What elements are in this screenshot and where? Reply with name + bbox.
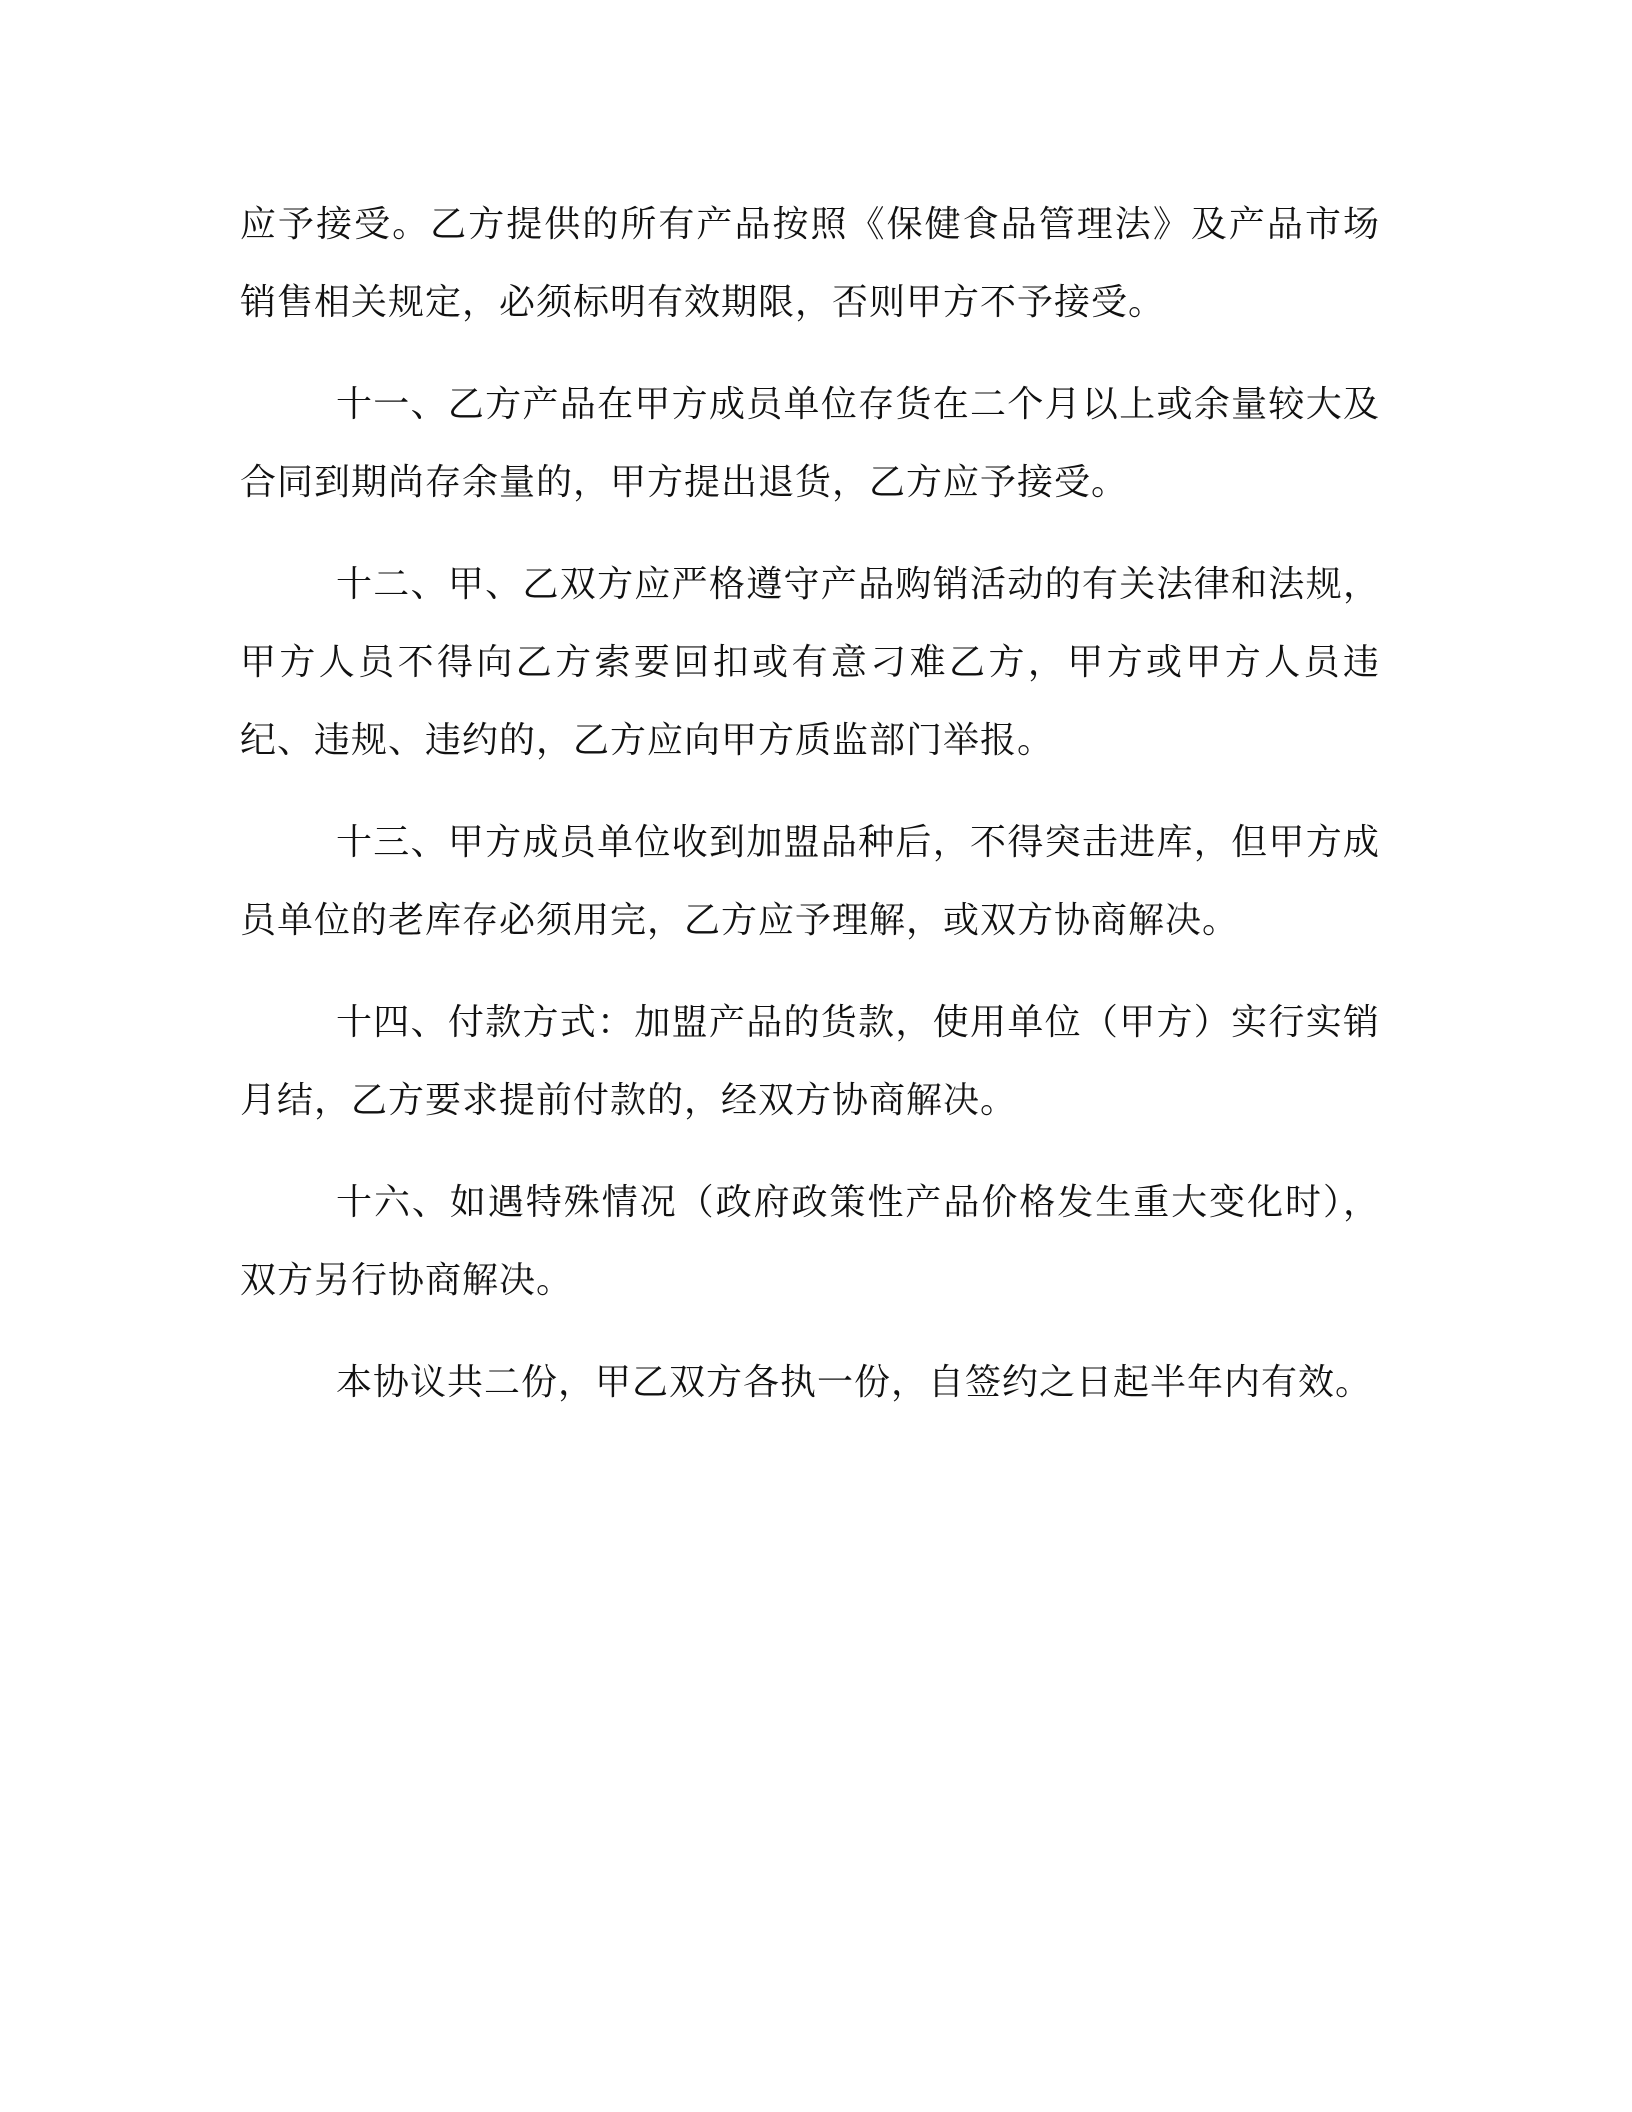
closing-statement: 本协议共二份，甲乙双方各执一份，自签约之日起半年内有效。	[336, 1362, 1373, 1403]
clause-14: 十四、付款方式：加盟产品的货款，使用单位（甲方）实行实销月结，乙方要求提前付款的，经双方协商解决。	[240, 1002, 1380, 1121]
clause-13: 十三、甲方成员单位收到加盟品种后，不得突击进库，但甲方成员单位的老库存必须用完，乙方应予理解，或双方协商解决。	[240, 822, 1380, 941]
clause-12: 十二、甲、乙双方应严格遵守产品购销活动的有关法律和法规，甲方人员不得向乙方索要回扣或有意刁难乙方，甲方或甲方人员违纪、违规、违约的，乙方应向甲方质监部门举报。	[240, 564, 1380, 761]
clause-11: 十一、乙方产品在甲方成员单位存货在二个月以上或余量较大及合同到期尚存余量的，甲方提出退货，乙方应予接受。	[240, 384, 1380, 503]
document-body	[240, 186, 1380, 1446]
paragraph-continuation: 应予接受。乙方提供的所有产品按照《保健食品管理法》及产品市场销售相关规定，必须标明有效期限，否则甲方不予接受。	[240, 204, 1380, 323]
clause-16: 十六、如遇特殊情况（政府政策性产品价格发生重大变化时），双方另行协商解决。	[240, 1182, 1380, 1301]
